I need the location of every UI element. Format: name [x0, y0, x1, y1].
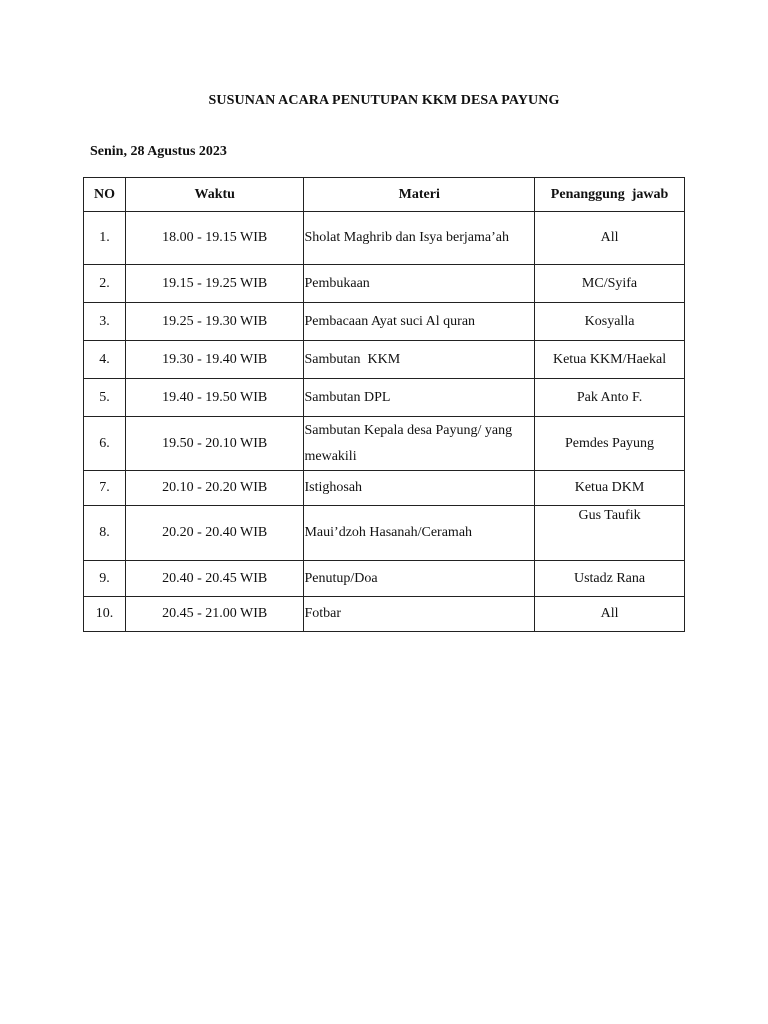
table-row [84, 303, 685, 341]
row-no: 4. [84, 341, 126, 379]
row-penanggung-jawab: Gus Taufik [535, 506, 685, 561]
row-penanggung-jawab: Pak Anto F. [535, 379, 685, 417]
row-waktu: 19.30 - 19.40 WIB [125, 341, 304, 379]
row-no: 10. [84, 597, 126, 632]
table-row [84, 341, 685, 379]
table-row [84, 417, 685, 471]
row-no: 5. [84, 379, 126, 417]
row-no: 2. [84, 265, 126, 303]
row-materi: Fotbar [304, 597, 535, 632]
row-materi: Sambutan DPL [304, 379, 535, 417]
row-waktu: 20.10 - 20.20 WIB [125, 471, 304, 506]
row-no: 6. [84, 417, 126, 471]
row-waktu: 20.45 - 21.00 WIB [125, 597, 304, 632]
row-penanggung-jawab: Ustadz Rana [535, 561, 685, 597]
schedule-table [83, 177, 685, 632]
row-waktu: 19.40 - 19.50 WIB [125, 379, 304, 417]
row-no: 7. [84, 471, 126, 506]
row-no: 1. [84, 212, 126, 265]
row-waktu: 20.40 - 20.45 WIB [125, 561, 304, 597]
row-materi: Pembukaan [304, 265, 535, 303]
row-penanggung-jawab: Ketua DKM [535, 471, 685, 506]
header-penanggung-jawab: Penanggung jawab [535, 178, 685, 212]
row-penanggung-jawab: All [535, 212, 685, 265]
row-penanggung-jawab: MC/Syifa [535, 265, 685, 303]
row-no: 8. [84, 506, 126, 561]
row-materi: Sholat Maghrib dan Isya berjama’ah [304, 212, 535, 265]
table-row [84, 212, 685, 265]
row-waktu: 19.50 - 20.10 WIB [125, 417, 304, 471]
header-materi: Materi [304, 178, 535, 212]
row-waktu: 19.15 - 19.25 WIB [125, 265, 304, 303]
row-materi: Istighosah [304, 471, 535, 506]
table-row [84, 265, 685, 303]
row-penanggung-jawab: Kosyalla [535, 303, 685, 341]
row-penanggung-jawab: Ketua KKM/Haekal [535, 341, 685, 379]
row-materi: Maui’dzoh Hasanah/Ceramah [304, 506, 535, 561]
row-no: 3. [84, 303, 126, 341]
row-waktu: 19.25 - 19.30 WIB [125, 303, 304, 341]
row-materi: Sambutan Kepala desa Payung/ yang mewakili [304, 417, 535, 471]
row-waktu: 20.20 - 20.40 WIB [125, 506, 304, 561]
table-header-row [84, 178, 685, 212]
table-row [84, 597, 685, 632]
table-row [84, 561, 685, 597]
row-materi: Sambutan KKM [304, 341, 535, 379]
row-waktu: 18.00 - 19.15 WIB [125, 212, 304, 265]
header-waktu: Waktu [125, 178, 304, 212]
document-title: SUSUNAN ACARA PENUTUPAN KKM DESA PAYUNG [208, 93, 560, 108]
header-no: NO [84, 178, 126, 212]
row-no: 9. [84, 561, 126, 597]
table-row [84, 506, 685, 561]
row-penanggung-jawab: All [535, 597, 685, 632]
table-row [84, 379, 685, 417]
row-materi: Pembacaan Ayat suci Al quran [304, 303, 535, 341]
table-row [84, 471, 685, 506]
event-date: Senin, 28 Agustus 2023 [90, 144, 227, 159]
row-materi: Penutup/Doa [304, 561, 535, 597]
row-penanggung-jawab: Pemdes Payung [535, 417, 685, 471]
